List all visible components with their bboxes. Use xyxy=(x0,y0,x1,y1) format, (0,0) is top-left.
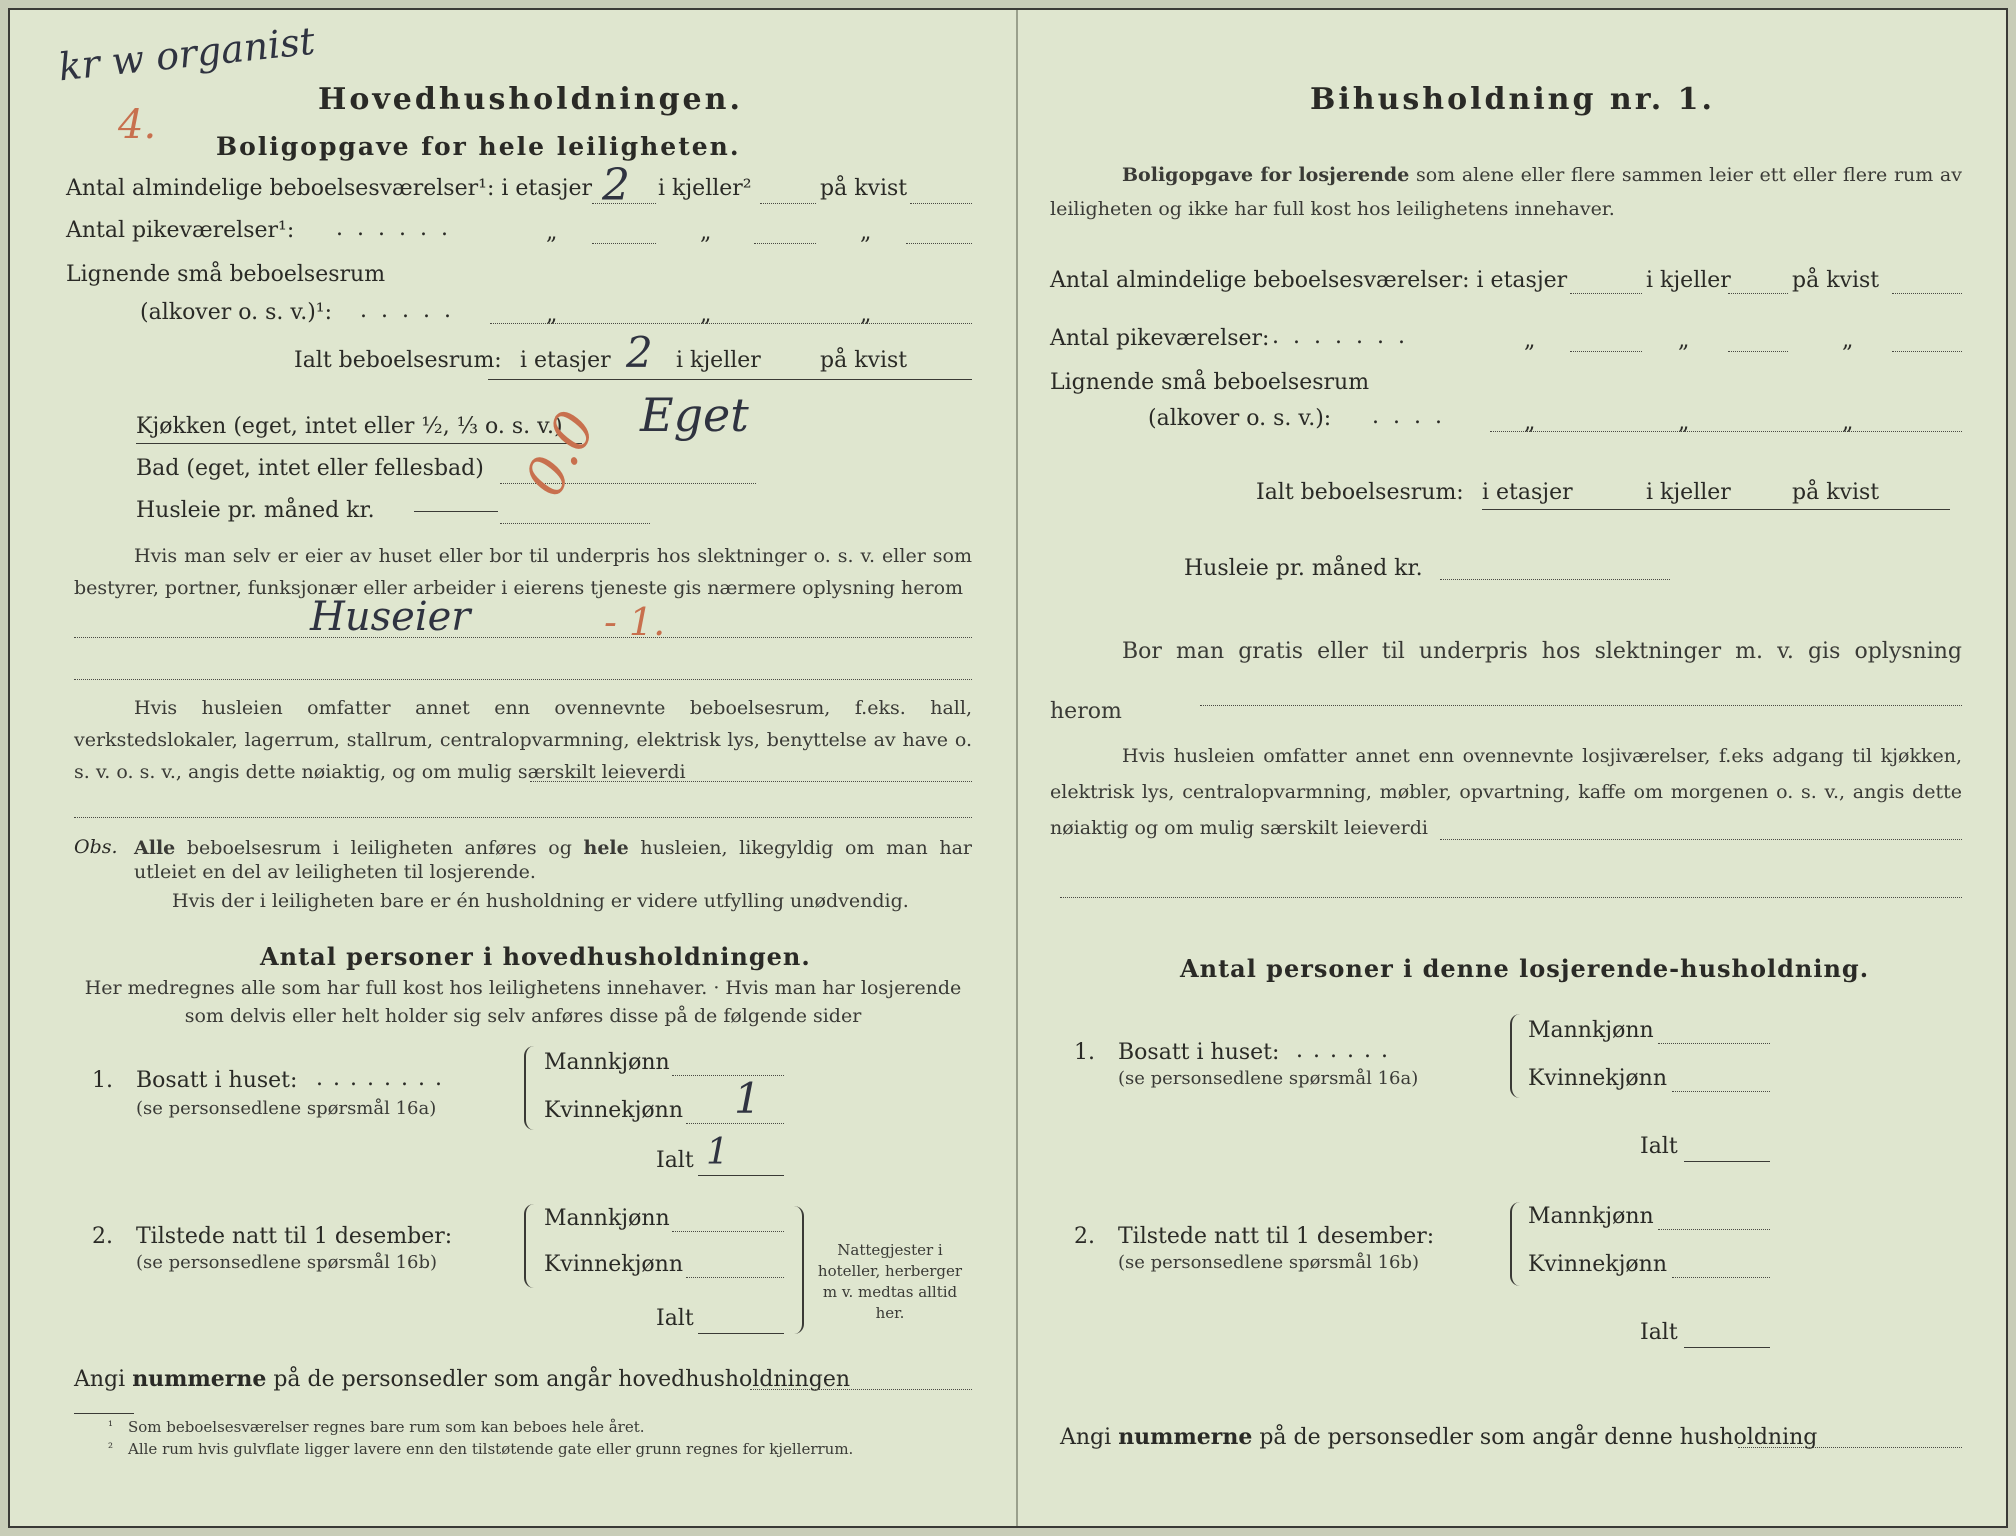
right-omfatter-text: Hvis husleien omfatter annet enn ovennevnte losjiværelser, f.eks adgang til kjøkken, elektrisk lys, centralopvarmning, møbler, opvartning, kaffe om morgenen o. s. v., angis dette nøiaktig og om mulig særskilt leieverdi xyxy=(1050,745,1962,839)
right-tilstede-ref: (se personsedlene spørsmål 16b) xyxy=(1118,1252,1420,1273)
right-ialt-kvist-label: på kvist xyxy=(1792,480,1880,505)
left-tilstede-ialt-label: Ialt xyxy=(656,1306,694,1331)
right-bosatt-ialt-label: Ialt xyxy=(1640,1134,1678,1159)
pike-ditto-2: „ xyxy=(700,220,712,245)
left-persons-intro: Her medregnes alle som har full kost hos leilighetens innehaver. · Hvis man har losjerende som delvis eller helt holder sig selv anføres disse på de følgende sider xyxy=(84,977,962,1027)
husleie-value: 0.0 xyxy=(512,400,609,507)
right-rooms-kvist-label: på kvist xyxy=(1792,268,1880,293)
right-bosatt-ref: (se personsedlene spørsmål 16a) xyxy=(1118,1068,1419,1089)
left-bosatt-ialt-value: 1 xyxy=(706,1132,729,1173)
alkover-ditto-1: „ xyxy=(546,302,558,327)
right-angi-post: på de personsedler som angår denne husholdning xyxy=(1259,1425,1818,1450)
eier-value: Huseier xyxy=(310,594,471,640)
obs-label: Obs. xyxy=(74,836,118,858)
obs-paragraph xyxy=(134,836,972,884)
right-intro-rest: som alene eller flere sammen leier ett eller flere rum av leiligheten og ikke har full kost hos leilighetens innehaver. xyxy=(1050,164,1962,220)
left-bosatt-ref: (se personsedlene spørsmål 16a) xyxy=(136,1098,437,1119)
left-bosatt-kvinne-label: Kvinnekjønn xyxy=(544,1098,683,1123)
rooms-etasjer-value: 2 xyxy=(602,160,630,211)
right-tilstede-number: 2. xyxy=(1074,1224,1095,1249)
right-bosatt-number: 1. xyxy=(1074,1040,1095,1065)
right-tilstede-ialt-label: Ialt xyxy=(1640,1320,1678,1345)
handwritten-occupation: kr w organist xyxy=(56,18,317,90)
right-title: Bihusholdning nr. 1. xyxy=(1310,82,1715,117)
right-bosatt-label: Bosatt i huset: xyxy=(1118,1040,1280,1065)
pike-ditto-1: „ xyxy=(546,220,558,245)
left-bosatt-label: Bosatt i huset: xyxy=(136,1068,298,1093)
right-pike-ditto-1: „ xyxy=(1524,328,1536,353)
right-bosatt-kvinne-label: Kvinnekjønn xyxy=(1528,1066,1667,1091)
left-tilstede-number: 2. xyxy=(92,1224,113,1249)
right-pike-ditto-2: „ xyxy=(1678,328,1690,353)
right-angi-pre: Angi xyxy=(1060,1425,1112,1450)
ialt-etasjer-value: 2 xyxy=(626,328,653,377)
lignende-label: Lignende små beboelsesrum xyxy=(66,262,386,287)
right-intro-bold: Boligopgave for losjerende xyxy=(1122,164,1410,186)
right-alkover-label: (alkover o. s. v.): xyxy=(1148,406,1332,431)
obs-text-part-4: husleien, likegyldig om man har utleiet en del av leiligheten til losjerende. xyxy=(134,837,972,883)
rooms-kvist-label: på kvist xyxy=(820,176,908,201)
eier-mark: - 1. xyxy=(604,600,666,644)
right-pike-label: Antal pikeværelser: xyxy=(1050,326,1270,351)
left-angi-pre: Angi xyxy=(74,1367,126,1392)
left-angi-bold: nummerne xyxy=(132,1366,267,1392)
kjokken-value: Eget xyxy=(640,388,749,442)
footnote-2-mark: ² xyxy=(108,1440,114,1455)
right-alkover-ditto-1: „ xyxy=(1524,410,1536,435)
left-bosatt-kvinne-value: 1 xyxy=(734,1074,761,1123)
left-persons-title: Antal personer i hovedhusholdningen. xyxy=(260,942,811,971)
left-bosatt-number: 1. xyxy=(92,1068,113,1093)
eier-instructions: Hvis man selv er eier av huset eller bor til underpris hos slektninger o. s. v. eller som bestyrer, portner, funksjonær eller arbeider i eierens tjeneste gis nærmere oplysning herom xyxy=(74,545,972,599)
left-tilstede-ref: (se personsedlene spørsmål 16b) xyxy=(136,1252,438,1273)
ialt-kvist-label: på kvist xyxy=(820,348,908,373)
right-lignende-label: Lignende små beboelsesrum xyxy=(1050,370,1370,395)
right-intro xyxy=(1050,158,1962,226)
right-bosatt-mann-label: Mannkjønn xyxy=(1528,1018,1654,1043)
obs-text-part-2: beboelsesrum i leiligheten anføres og xyxy=(186,837,572,859)
right-gratis-text: Bor man gratis eller til underpris hos slektninger m. v. gis oplysning herom xyxy=(1050,639,1962,724)
right-tilstede-kvinne-label: Kvinnekjønn xyxy=(1528,1252,1667,1277)
rooms-label: Antal almindelige beboelsesværelser¹: i etasjer xyxy=(66,176,593,201)
right-angi-bold: nummerne xyxy=(1118,1424,1253,1450)
handwritten-number: 4. xyxy=(118,102,157,148)
ialt-rooms-label: Ialt beboelsesrum: xyxy=(294,348,502,373)
page-fold xyxy=(1016,10,1018,1526)
right-ialt-rooms-label: Ialt beboelsesrum: xyxy=(1256,480,1464,505)
left-tilstede-label: Tilstede natt til 1 desember: xyxy=(136,1224,453,1249)
left-bosatt-mann-label: Mannkjønn xyxy=(544,1050,670,1075)
kjokken-label: Kjøkken (eget, intet eller ½, ⅓ o. s. v.) xyxy=(136,414,563,439)
left-bosatt-ialt-label: Ialt xyxy=(656,1148,694,1173)
footnote-1-mark: ¹ xyxy=(108,1418,114,1433)
footnote-2: Alle rum hvis gulvflate ligger lavere enn den tilstøtende gate eller grunn regnes for kjellerrum. xyxy=(128,1440,854,1458)
left-tilstede-kvinne-label: Kvinnekjønn xyxy=(544,1252,683,1277)
right-ialt-etasjer-label: i etasjer xyxy=(1482,480,1573,505)
alkover-ditto-2: „ xyxy=(700,302,712,327)
ialt-etasjer-label: i etasjer xyxy=(520,348,611,373)
census-form-sheet: kr w organist 4. Hovedhusholdningen. Boligopgave for hele leiligheten. Antal almindelige beboelsesværelser¹: i etasjer 2 i kjeller² på kvist Antal pikeværelser¹: ...... „ „ „ Lignende små beboelsesrum (alkover o. s. v.)¹: ..... „ „ „ Ialt beboelsesrum: i etasjer 2 i kjeller på kvist Kjøkken (eget, intet eller ½, ⅓ o. s. v.) Eget Bad (eget, intet eller fellesbad) Husleie pr. måned kr. 0.0 Hvis man selv er eier av huset eller bor til underpris hos slektninger o. s. v. eller som bestyrer, portner, funksjonær eller arbeider i eierens tjeneste gis nærmere oplysning herom Huseier - 1. Hvis husleien omfatter annet enn ovennevnte beboelsesrum, f.eks. hall, verkstedslokaler, lagerrum, stallrum, centralopvarmning, elektrisk lys, benyttelse av have o. s. v. o. s. v., angis dette nøiaktig, og om mulig særskilt leieverdi Obs. Alle beboelsesrum i leiligheten anføres og hele husleien, likegyldig om man har utleiet en del av leiligheten til losjerende. Hvis der i leiligheten bare er én husholdning er videre utfylling unødvendig. Antal personer i hovedhusholdningen. Her medregnes alle som har full kost hos leilighetens innehaver. · Hvis man har losjerende som delvis eller helt holder sig selv anføres disse på de følgende sider 1. Bosatt i huset: ........ (se personsedlene spørsmål 16a) Mannkjønn Kvinnekjønn 1 Ialt 1 2. Tilstede natt til 1 desember: (se personsedlene spørsmål 16b) Mannkjønn Kvinnekjønn Ialt Nattegjester i hoteller, herberger m v. medtas alltid her. Angi nummerne på de personsedler som angår hovedhusholdningen $^{^1}$ Som beboelsesværelser regnes bare rum som kan beboes hele året. $^{^2}$ Alle rum hvis gulvflate ligger lavere enn den tilstøtende gate eller grunn regnes for kjellerrum. Bihusholdning nr. 1. Boligopgave for losjerende som alene eller flere sammen leier ett eller flere rum av leiligheten og ikke har full kost hos leilighetens innehaver. Antal almindelige beboelsesværelser: i etasjer i kjeller på kvist Antal pikeværelser: ....... „ „ „ Lignende små beboelsesrum (alkover o. s. v.): .... „ „ „ Ialt beboelsesrum: i etasjer i kjeller på kvist Husleie pr. måned kr. Bor man gratis eller til underpris hos slektninger m. v. gis oplysning herom Hvis husleien omfatter annet enn ovennevnte losjiværelser, f.eks adgang til kjøkken, elektrisk lys, centralopvarmning, møbler, opvartning, kaffe om morgenen o. s. v., angis dette nøiaktig og om mulig særskilt leieverdi Antal personer i denne losjerende-husholdning. 1. Bosatt i huset: ...... (se personsedlene spørsmål 16a) Mannkjønn Kvinnekjønn Ialt 2. Tilstede natt til 1 desember: (se personsedlene spørsmål 16b) Mannkjønn Kvinnekjønn Ialt Angi nummerne på de personsedler som angår denne husholdning xyxy=(8,8,2008,1528)
footnote-1: Som beboelsesværelser regnes bare rum som kan beboes hele året. xyxy=(128,1418,645,1436)
rooms-kjeller-label: i kjeller² xyxy=(658,176,752,201)
left-omfatter-text: Hvis husleien omfatter annet enn ovennevnte beboelsesrum, f.eks. hall, verkstedslokaler, lagerrum, stallrum, centralopvarmning, elektrisk lys, benyttelse av have o. s. v. o. s. v., angis dette nøiaktig, og om mulig særskilt leieverdi xyxy=(74,697,972,783)
obs-bold-alle: Alle xyxy=(134,837,176,859)
right-pike-ditto-3: „ xyxy=(1842,328,1854,353)
pike-ditto-3: „ xyxy=(860,220,872,245)
right-ialt-kjeller-label: i kjeller xyxy=(1646,480,1731,505)
right-tilstede-label: Tilstede natt til 1 desember: xyxy=(1118,1224,1435,1249)
left-angi-post: på de personsedler som angår hovedhusholdningen xyxy=(273,1367,851,1392)
obs-bold-hele: hele xyxy=(583,837,629,859)
right-rooms-label: Antal almindelige beboelsesværelser: i etasjer xyxy=(1050,268,1568,293)
obs-text-single-household: Hvis der i leiligheten bare er én husholdning er videre utfylling unødvendig. xyxy=(172,890,909,912)
nattegjester-note: Nattegjester i hoteller, herberger m v. medtas alltid her. xyxy=(817,1241,963,1322)
pike-label: Antal pikeværelser¹: xyxy=(66,218,295,243)
right-alkover-ditto-2: „ xyxy=(1678,410,1690,435)
right-persons-title: Antal personer i denne losjerende-husholdning. xyxy=(1180,954,1870,983)
right-tilstede-mann-label: Mannkjønn xyxy=(1528,1204,1654,1229)
husleie-label: Husleie pr. måned kr. xyxy=(136,498,375,523)
right-alkover-ditto-3: „ xyxy=(1842,410,1854,435)
bad-label: Bad (eget, intet eller fellesbad) xyxy=(136,456,484,481)
left-title: Hovedhusholdningen. xyxy=(318,82,743,117)
right-husleie-label: Husleie pr. måned kr. xyxy=(1184,556,1423,581)
alkover-label: (alkover o. s. v.)¹: xyxy=(140,300,333,325)
alkover-ditto-3: „ xyxy=(860,302,872,327)
left-tilstede-mann-label: Mannkjønn xyxy=(544,1206,670,1231)
left-subtitle: Boligopgave for hele leiligheten. xyxy=(216,132,741,161)
ialt-kjeller-label: i kjeller xyxy=(676,348,761,373)
right-rooms-kjeller-label: i kjeller xyxy=(1646,268,1731,293)
